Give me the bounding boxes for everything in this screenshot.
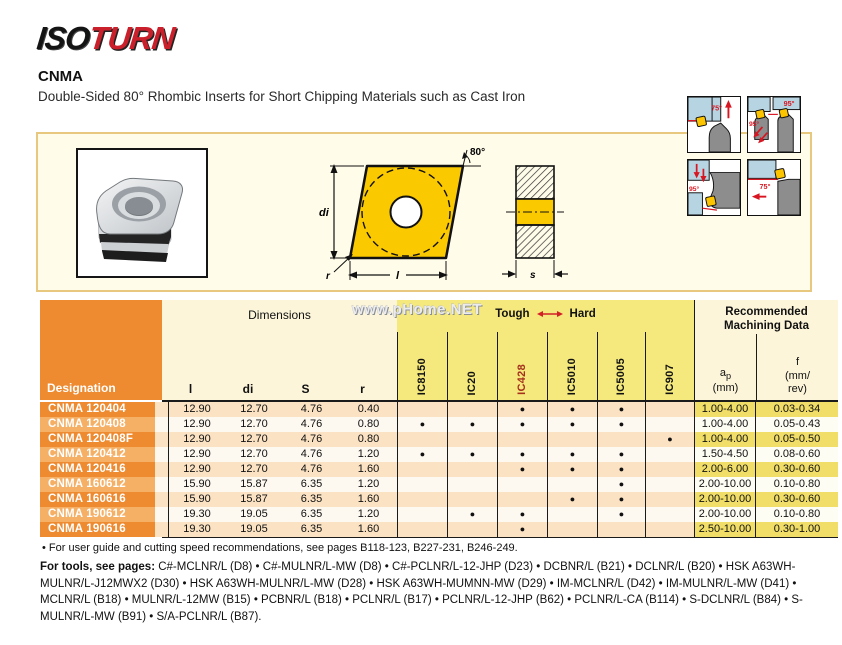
table-row: CNMA 120412 12.90 12.70 4.76 1.20 ● ● ● ● ● 1.50-4.50 0.08-0.60: [40, 447, 838, 462]
grade-dot: [397, 432, 447, 447]
application-diagram-3: [687, 159, 741, 216]
di-dimension-label: di: [319, 207, 329, 219]
grade-dot: [597, 432, 645, 447]
tools-lead-label: For tools, see pages:: [40, 561, 156, 573]
grade-dot: ●: [547, 402, 597, 417]
table-row: CNMA 160612 15.90 15.87 6.35 1.20 ● 2.00-10.00 0.10-0.80: [40, 477, 838, 492]
angle-80-label: 80°: [470, 147, 486, 158]
ap-cell: 1.00-4.00: [694, 402, 755, 417]
grade-dot: ●: [497, 447, 547, 462]
watermark: www.pHome.NET: [352, 301, 483, 318]
grade-dot: [447, 477, 497, 492]
diagram1-angle-label: 75°: [711, 103, 723, 113]
f-cell: 0.10-0.80: [755, 477, 838, 492]
tough-label: Tough: [495, 308, 530, 320]
f-cell: 0.10-0.80: [755, 507, 838, 522]
ap-cell: 2.00-10.00: [694, 492, 755, 507]
designation-cell: CNMA 120408: [40, 417, 155, 432]
designation-cell: CNMA 160612: [40, 477, 155, 492]
ap-cell: 1.00-4.00: [694, 432, 755, 447]
table-row: CNMA 160616 15.90 15.87 6.35 1.60 ● ● 2.00-10.00 0.30-0.60: [40, 492, 838, 507]
grade-dot: [547, 432, 597, 447]
grade-dot: ●: [447, 417, 497, 432]
page-subtitle: Double-Sided 80° Rhombic Inserts for Short Chipping Materials such as Cast Iron: [38, 89, 526, 104]
grade-dot: ●: [497, 522, 547, 537]
table-row: CNMA 190616 19.30 19.05 6.35 1.60 ● 2.50-10.00 0.30-1.00: [40, 522, 838, 537]
grade-dot: ●: [497, 417, 547, 432]
isoturn-logo: [35, 20, 176, 57]
logo-iso-text: ISO: [35, 20, 92, 56]
s-dimension-label: s: [530, 270, 536, 281]
grade-dot: [645, 492, 694, 507]
grade-label-ic5005: IC5005: [615, 357, 627, 395]
grade-dot: [645, 507, 694, 522]
table-row: CNMA 190612 19.30 19.05 6.35 1.20 ● ● ● 2.00-10.00 0.10-0.80: [40, 507, 838, 522]
designation-cell: CNMA 160616: [40, 492, 155, 507]
table-row: CNMA 120408 12.90 12.70 4.76 0.80 ● ● ● ● ● 1.00-4.00 0.05-0.43: [40, 417, 838, 432]
grade-dot: [547, 522, 597, 537]
designation-header-label: Designation: [47, 381, 116, 395]
grade-dot: [397, 477, 447, 492]
ap-cell: 2.00-10.00: [694, 507, 755, 522]
grade-dot: [447, 462, 497, 477]
application-diagram-1: [687, 96, 741, 153]
col-label-l: l: [188, 382, 193, 396]
grade-dot: ●: [447, 507, 497, 522]
ap-cell: 1.50-4.50: [694, 447, 755, 462]
col-label-di: di: [242, 382, 254, 396]
grade-dot: [645, 477, 694, 492]
grade-dot: ●: [597, 462, 645, 477]
grade-dot: [397, 462, 447, 477]
grade-dot: ●: [447, 447, 497, 462]
ap-cell: 2.00-10.00: [694, 477, 755, 492]
page-title: CNMA: [38, 68, 83, 85]
f-cell: 0.05-0.50: [755, 432, 838, 447]
table-row: CNMA 120404 12.90 12.70 4.76 0.40 ● ● ● 1.00-4.00 0.03-0.34: [40, 402, 838, 417]
machining-data-header-cell: [694, 300, 838, 400]
diagram2-angle-top-label: 95°: [783, 99, 795, 109]
grade-dot: ●: [547, 492, 597, 507]
grade-dot: [447, 492, 497, 507]
designation-header-cell: [40, 300, 162, 400]
dimension-column-letters: [162, 382, 397, 396]
f-cell: 0.03-0.34: [755, 402, 838, 417]
grade-label-ic20: IC20: [466, 370, 478, 395]
table-body: [40, 402, 838, 537]
ap-cell: 1.00-4.00: [694, 417, 755, 432]
application-diagram-2: [747, 96, 801, 153]
grade-dot: [547, 477, 597, 492]
grade-dot: [645, 462, 694, 477]
grade-dot: [397, 507, 447, 522]
grade-dot: ●: [597, 417, 645, 432]
grade-dot: [497, 492, 547, 507]
f-cell: 0.30-1.00: [755, 522, 838, 537]
table-row: CNMA 120416 12.90 12.70 4.76 1.60 ● ● ● 2.00-6.00 0.30-0.60: [40, 462, 838, 477]
designation-cell: CNMA 120408F: [40, 432, 155, 447]
grade-dot: ●: [597, 492, 645, 507]
col-label-s: S: [301, 382, 310, 396]
grade-label-ic428: IC428: [516, 364, 528, 395]
grade-dot: ●: [397, 447, 447, 462]
grade-label-ic907: IC907: [663, 364, 676, 395]
grade-dot: [497, 477, 547, 492]
grade-dot: ●: [547, 417, 597, 432]
r-dimension-label: r: [326, 271, 330, 282]
insert-photo: [76, 148, 208, 278]
tough-hard-arrow-icon: [537, 310, 563, 318]
grade-dot: ●: [645, 432, 694, 447]
grade-dot: [447, 432, 497, 447]
logo-turn-text: TURN: [87, 20, 176, 56]
designation-cell: CNMA 120416: [40, 462, 155, 477]
col-label-r: r: [360, 382, 365, 396]
insert-table: [40, 300, 838, 538]
grade-dot: ●: [497, 402, 547, 417]
grade-dot: ●: [597, 402, 645, 417]
grade-label-ic8150: IC8150: [416, 357, 428, 395]
grade-dot: ●: [597, 477, 645, 492]
hard-label: Hard: [569, 308, 596, 320]
designation-cell: CNMA 190616: [40, 522, 155, 537]
diagram3-angle-label: 95°: [688, 185, 700, 193]
diagram4-angle-label: 75°: [759, 181, 771, 191]
designation-cell: CNMA 190612: [40, 507, 155, 522]
grade-dot: [447, 402, 497, 417]
dimensions-header-label: Dimensions: [248, 308, 311, 322]
ap-cell: 2.00-6.00: [694, 462, 755, 477]
grade-dot: [645, 447, 694, 462]
grade-dot: ●: [547, 447, 597, 462]
grade-dot: ●: [597, 507, 645, 522]
machining-data-title: Recommended Machining Data: [724, 306, 809, 333]
ap-cell: 2.50-10.00: [694, 522, 755, 537]
grade-dot: [645, 402, 694, 417]
f-cell: 0.30-0.60: [755, 462, 838, 477]
usage-footnote: • For user guide and cutting speed recommendations, see pages B118-123, B227-231, B246-249.: [42, 542, 518, 554]
grade-dot: [397, 492, 447, 507]
table-row: CNMA 120408F 12.90 12.70 4.76 0.80 ● 1.00-4.00 0.05-0.50: [40, 432, 838, 447]
tools-reference-paragraph: [40, 559, 810, 626]
l-dimension-label: l: [396, 270, 400, 282]
grade-dot: [547, 507, 597, 522]
tools-list-text: C#-MCLNR/L (D8) • C#-MULNR/L-MW (D8) • C#-PCLNR/L-12-JHP (D23) • DCBNR/L (B21) • DCLNR/L (B20) • HSK A63WH-MULNR/L-J12MWX2 (D30) • HSK A63WH-MULNR/L-MW (D28) • HSK A63WH-MUMNN-MW (D29) • IM-MCLNR/L (D42) • IM-MULNR/L-MW (D41) • MCLNR/L (B18) • MULNR/L-12MW (B15) • PCBNR/L (B18) • PCLNR/L (B17) • PCLNR/L-12-JHP (B62) • PCLNR/L-CA (B114) • S-DCLNR/L (B84) • S-MULNR/L-MW (B91) • S/A-PCLNR/L (B87).: [40, 561, 803, 624]
ap-column-header: $a_p$ (mm): [712, 366, 739, 395]
designation-cell: CNMA 120404: [40, 402, 155, 417]
grade-dot: [645, 417, 694, 432]
grade-dot: [447, 522, 497, 537]
grade-dot: ●: [497, 462, 547, 477]
grade-dot: [645, 522, 694, 537]
table-bottom-border: [162, 537, 838, 539]
grade-dot: ●: [597, 447, 645, 462]
f-cell: 0.05-0.43: [755, 417, 838, 432]
f-column-header: f (mm/ rev): [784, 356, 811, 395]
dimension-drawing: [318, 142, 568, 284]
f-cell: 0.08-0.60: [755, 447, 838, 462]
grade-dot: [497, 432, 547, 447]
grade-dot: [597, 522, 645, 537]
grade-label-ic5010: IC5010: [566, 357, 578, 395]
grade-dot: [397, 522, 447, 537]
f-cell: 0.30-0.60: [755, 492, 838, 507]
grade-dot: [397, 402, 447, 417]
diagram2-angle-left-label: 95°: [748, 120, 760, 128]
grade-dot: ●: [397, 417, 447, 432]
application-diagram-4: [747, 159, 801, 216]
designation-cell: CNMA 120412: [40, 447, 155, 462]
grade-dot: ●: [547, 462, 597, 477]
grade-dot: ●: [497, 507, 547, 522]
insert-photo-image: [78, 150, 202, 272]
